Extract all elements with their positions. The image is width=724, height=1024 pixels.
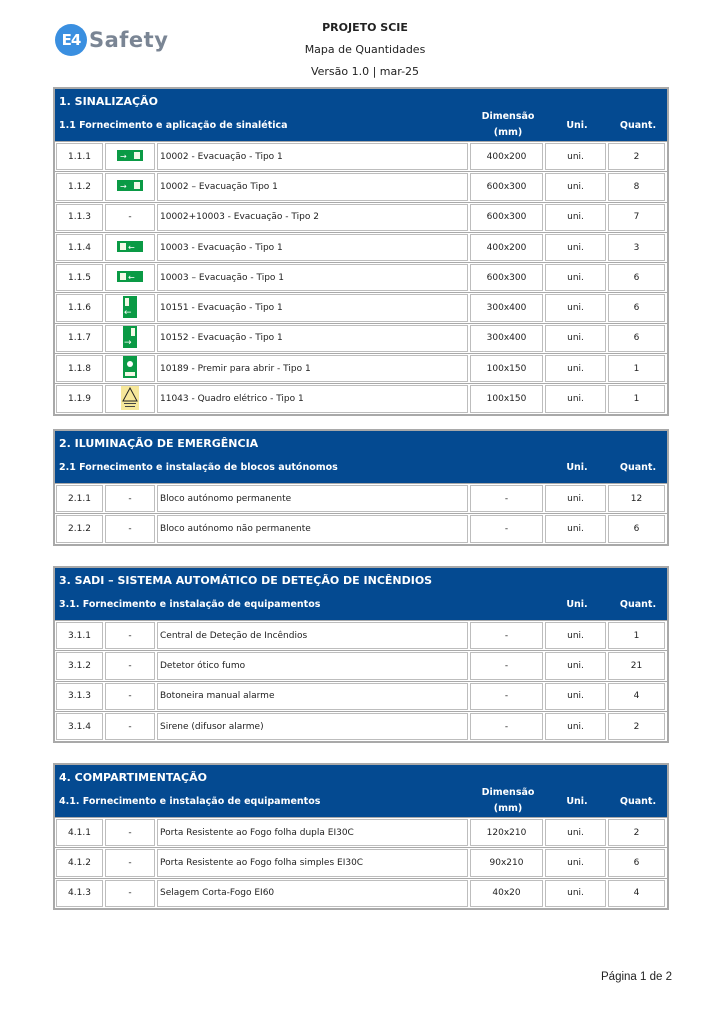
item-quantity: 1 <box>608 385 665 412</box>
no-icon-dash: - <box>128 857 132 868</box>
item-quantity: 21 <box>608 652 665 679</box>
item-id: 1.1.2 <box>56 173 103 200</box>
table-row <box>55 171 667 201</box>
item-description: 11043 - Quadro elétrico - Tipo 1 <box>157 385 468 412</box>
table-row <box>55 620 667 650</box>
item-description: Selagem Corta-Fogo EI60 <box>157 880 468 907</box>
svg-text:→: → <box>120 151 127 161</box>
item-unit: uni. <box>545 819 606 846</box>
table-row <box>55 513 667 543</box>
item-id: 3.1.2 <box>56 652 103 679</box>
item-description: Bloco autónomo permanente <box>157 485 468 512</box>
logo-mark: E4 <box>55 24 87 56</box>
item-dimension: 90x210 <box>470 849 543 876</box>
page-number: Página 1 de 2 <box>601 971 672 983</box>
item-unit: uni. <box>545 880 606 907</box>
table-row <box>55 878 667 908</box>
section-header <box>55 431 667 483</box>
item-id: 1.1.4 <box>56 234 103 261</box>
section-subheader <box>55 590 667 620</box>
item-unit: uni. <box>545 355 606 382</box>
item-quantity: 6 <box>608 325 665 352</box>
item-description: Detetor ótico fumo <box>157 652 468 679</box>
table-row <box>55 292 667 322</box>
item-icon-cell <box>105 622 155 649</box>
item-icon-cell <box>105 652 155 679</box>
exit-sign-left-icon <box>117 241 143 255</box>
no-icon-dash: - <box>128 493 132 504</box>
item-quantity: 4 <box>608 880 665 907</box>
item-description: 10002 - Evacuação - Tipo 1 <box>157 143 468 170</box>
item-dimension: 40x20 <box>470 880 543 907</box>
section-subheader <box>55 453 667 483</box>
item-icon-cell <box>105 294 155 321</box>
item-dimension: 600x300 <box>470 204 543 231</box>
item-description: Porta Resistente ao Fogo folha dupla EI30C <box>157 819 468 846</box>
item-description: Porta Resistente ao Fogo folha simples EI30C <box>157 849 468 876</box>
no-icon-dash: - <box>128 721 132 732</box>
item-id: 2.1.2 <box>56 515 103 542</box>
svg-text:←: ← <box>128 272 135 282</box>
item-quantity: 12 <box>608 485 665 512</box>
item-dimension: 120x210 <box>470 819 543 846</box>
no-icon-dash: - <box>128 630 132 641</box>
document-title: PROJETO SCIE <box>322 21 408 34</box>
table-row <box>55 847 667 877</box>
item-id: 2.1.1 <box>56 485 103 512</box>
item-id: 1.1.8 <box>56 355 103 382</box>
item-description: Sirene (difusor alarme) <box>157 713 468 740</box>
item-dimension: 100x150 <box>470 385 543 412</box>
item-unit: uni. <box>545 325 606 352</box>
item-dimension: - <box>470 622 543 649</box>
item-description: Central de Deteção de Incêndios <box>157 622 468 649</box>
item-id: 4.1.2 <box>56 849 103 876</box>
table-row <box>55 681 667 711</box>
item-dimension: - <box>470 515 543 542</box>
item-dimension: - <box>470 683 543 710</box>
item-quantity: 3 <box>608 234 665 261</box>
no-icon-dash: - <box>128 691 132 702</box>
item-dimension: - <box>470 713 543 740</box>
item-unit: uni. <box>545 652 606 679</box>
exit-sign-right-icon <box>117 180 143 194</box>
section-header <box>55 89 667 141</box>
item-id: 3.1.1 <box>56 622 103 649</box>
section-header <box>55 568 667 620</box>
exit-sign-arrow-left-icon <box>123 296 137 321</box>
item-unit: uni. <box>545 622 606 649</box>
table-row <box>55 383 667 413</box>
table-row <box>55 202 667 232</box>
table-row <box>55 817 667 847</box>
exit-sign-left-icon <box>117 271 143 285</box>
item-icon-cell <box>105 683 155 710</box>
item-unit: uni. <box>545 515 606 542</box>
item-dimension: 300x400 <box>470 294 543 321</box>
item-id: 1.1.3 <box>56 204 103 231</box>
section-table <box>53 566 669 743</box>
item-icon-cell <box>105 264 155 291</box>
item-dimension: 300x400 <box>470 325 543 352</box>
item-unit: uni. <box>545 713 606 740</box>
item-dimension: 400x200 <box>470 234 543 261</box>
column-header-quantity: Quant. <box>619 796 657 807</box>
subsection-title: 1.1 Fornecimento e aplicação de sinalética <box>59 120 288 131</box>
item-unit: uni. <box>545 204 606 231</box>
column-header-unit: Uni. <box>566 120 588 131</box>
no-icon-dash: - <box>128 888 132 899</box>
item-unit: uni. <box>545 143 606 170</box>
item-icon-cell <box>105 355 155 382</box>
no-icon-dash: - <box>128 827 132 838</box>
section-table <box>53 429 669 546</box>
svg-text:→: → <box>120 181 127 191</box>
section-table <box>53 87 669 416</box>
section-title: 4. COMPARTIMENTAÇÃO <box>59 771 207 784</box>
item-icon-cell <box>105 173 155 200</box>
svg-text:←: ← <box>128 242 135 252</box>
column-header-quantity: Quant. <box>619 599 657 610</box>
item-description: 10151 - Evacuação - Tipo 1 <box>157 294 468 321</box>
logo-text: Safety <box>89 28 169 52</box>
exit-sign-arrow-right-icon <box>123 326 137 351</box>
column-header-unit: Uni. <box>566 599 588 610</box>
item-description: 10003 - Evacuação - Tipo 1 <box>157 234 468 261</box>
item-unit: uni. <box>545 849 606 876</box>
column-header-quantity: Quant. <box>619 120 657 131</box>
item-dimension: - <box>470 652 543 679</box>
item-description: Bloco autónomo não permanente <box>157 515 468 542</box>
section-subheader <box>55 787 667 817</box>
push-to-open-sign-icon <box>123 356 137 381</box>
item-description: 10002+10003 - Evacuação - Tipo 2 <box>157 204 468 231</box>
item-quantity: 1 <box>608 622 665 649</box>
item-dimension: - <box>470 485 543 512</box>
item-dimension: 600x300 <box>470 173 543 200</box>
column-header-dimension: Dimensão (mm) <box>481 787 535 814</box>
item-unit: uni. <box>545 683 606 710</box>
section-header <box>55 765 667 817</box>
table-row <box>55 141 667 171</box>
item-quantity: 2 <box>608 713 665 740</box>
column-header-unit: Uni. <box>566 462 588 473</box>
item-icon-cell <box>105 515 155 542</box>
item-icon-cell <box>105 325 155 352</box>
item-quantity: 2 <box>608 819 665 846</box>
item-description: Botoneira manual alarme <box>157 683 468 710</box>
electrical-panel-warning-icon <box>121 386 139 413</box>
item-unit: uni. <box>545 264 606 291</box>
document-subtitle: Mapa de Quantidades <box>304 43 426 56</box>
item-icon-cell <box>105 485 155 512</box>
table-row <box>55 232 667 262</box>
column-header-unit: Uni. <box>566 796 588 807</box>
item-quantity: 6 <box>608 849 665 876</box>
item-icon-cell <box>105 880 155 907</box>
column-header-dimension: Dimensão (mm) <box>481 111 535 138</box>
item-quantity: 2 <box>608 143 665 170</box>
subsection-title: 2.1 Fornecimento e instalação de blocos autónomos <box>59 462 338 473</box>
table-row <box>55 323 667 353</box>
subsection-title: 3.1. Fornecimento e instalação de equipamentos <box>59 599 321 610</box>
item-quantity: 6 <box>608 294 665 321</box>
item-icon-cell <box>105 234 155 261</box>
subsection-title: 4.1. Fornecimento e instalação de equipamentos <box>59 796 321 807</box>
item-unit: uni. <box>545 234 606 261</box>
column-header-quantity: Quant. <box>619 462 657 473</box>
item-id: 3.1.3 <box>56 683 103 710</box>
item-icon-cell <box>105 143 155 170</box>
exit-sign-right-icon <box>117 150 143 164</box>
item-id: 3.1.4 <box>56 713 103 740</box>
table-row <box>55 650 667 680</box>
item-dimension: 400x200 <box>470 143 543 170</box>
item-id: 1.1.6 <box>56 294 103 321</box>
item-quantity: 6 <box>608 515 665 542</box>
item-id: 1.1.1 <box>56 143 103 170</box>
svg-text:←: ← <box>124 307 132 318</box>
item-id: 1.1.7 <box>56 325 103 352</box>
item-quantity: 8 <box>608 173 665 200</box>
no-icon-dash: - <box>128 523 132 534</box>
item-icon-cell <box>105 849 155 876</box>
item-unit: uni. <box>545 294 606 321</box>
section-subheader <box>55 111 667 141</box>
item-unit: uni. <box>545 173 606 200</box>
table-row <box>55 483 667 513</box>
section-table <box>53 763 669 910</box>
item-description: 10003 – Evacuação - Tipo 1 <box>157 264 468 291</box>
item-dimension: 600x300 <box>470 264 543 291</box>
item-quantity: 4 <box>608 683 665 710</box>
item-quantity: 7 <box>608 204 665 231</box>
document-version: Versão 1.0 | mar-25 <box>310 65 420 78</box>
section-title: 1. SINALIZAÇÃO <box>59 95 158 108</box>
item-id: 1.1.5 <box>56 264 103 291</box>
item-id: 1.1.9 <box>56 385 103 412</box>
item-unit: uni. <box>545 485 606 512</box>
table-row <box>55 262 667 292</box>
company-logo <box>55 24 168 56</box>
item-description: 10002 – Evacuação Tipo 1 <box>157 173 468 200</box>
item-description: 10152 - Evacuação - Tipo 1 <box>157 325 468 352</box>
item-dimension: 100x150 <box>470 355 543 382</box>
table-row <box>55 711 667 741</box>
section-title: 2. ILUMINAÇÃO DE EMERGÊNCIA <box>59 437 259 450</box>
item-id: 4.1.3 <box>56 880 103 907</box>
table-row <box>55 353 667 383</box>
no-icon-dash: - <box>128 660 132 671</box>
item-id: 4.1.1 <box>56 819 103 846</box>
item-description: 10189 - Premir para abrir - Tipo 1 <box>157 355 468 382</box>
item-icon-cell <box>105 204 155 231</box>
item-icon-cell <box>105 385 155 412</box>
section-title: 3. SADI – SISTEMA AUTOMÁTICO DE DETEÇÃO DE INCÊNDIOS <box>59 574 433 587</box>
item-icon-cell <box>105 819 155 846</box>
item-icon-cell <box>105 713 155 740</box>
item-quantity: 6 <box>608 264 665 291</box>
no-icon-dash: - <box>128 212 132 223</box>
svg-text:→: → <box>124 337 132 348</box>
item-unit: uni. <box>545 385 606 412</box>
item-quantity: 1 <box>608 355 665 382</box>
